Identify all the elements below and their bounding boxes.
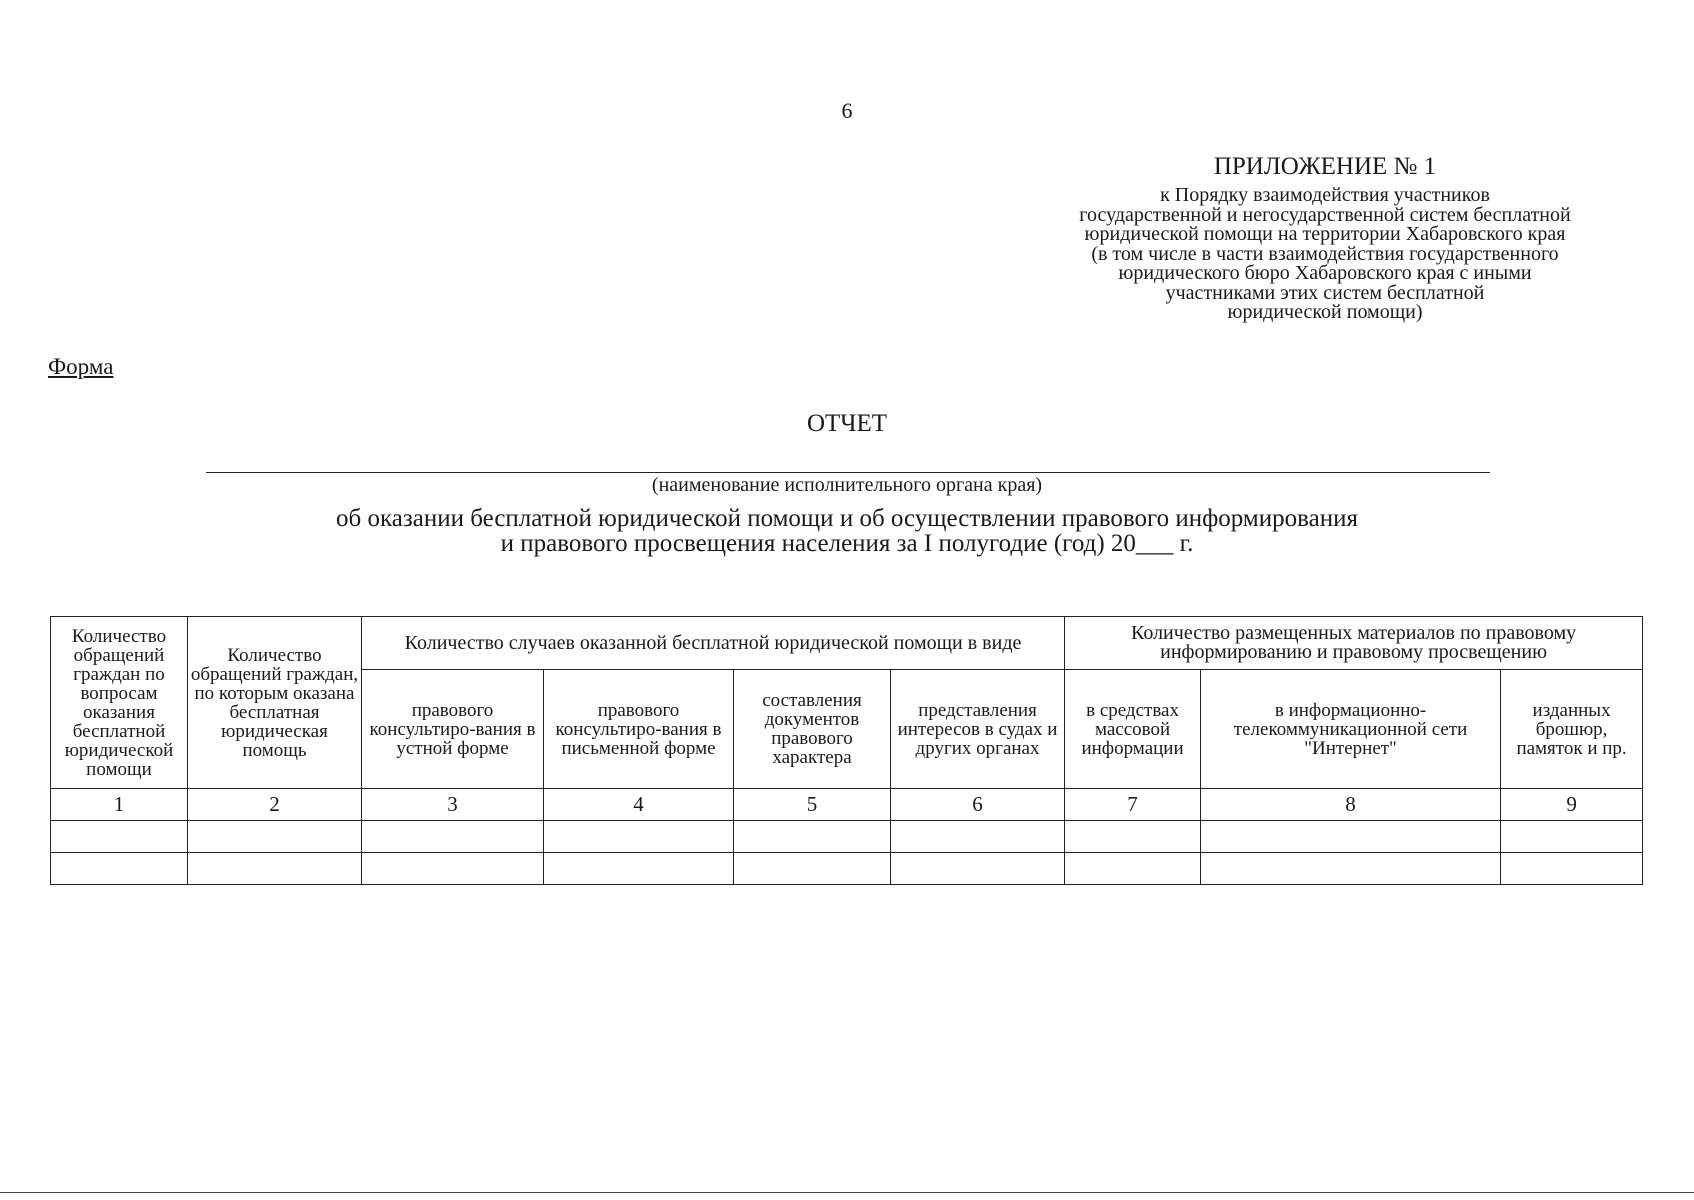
appendix-block <box>1000 152 1650 323</box>
report-table <box>50 616 1643 885</box>
report-subtitle <box>0 506 1694 556</box>
column-number: 1 <box>51 789 188 821</box>
appendix-line: государственной и негосударственной систем бесплатной <box>1079 203 1571 226</box>
page-bottom-rule <box>0 1192 1694 1193</box>
header-col-1: Количество обращений граждан по вопросам оказания бесплатной юридической помощи <box>51 617 188 789</box>
table-cell <box>734 853 891 885</box>
table-cell <box>1201 853 1501 885</box>
table-cell <box>362 853 544 885</box>
column-number: 8 <box>1201 789 1501 821</box>
header-col-4: правового консультиро-вания в письменной форме <box>544 670 734 789</box>
table-cell <box>544 853 734 885</box>
organ-name-line <box>206 472 1490 473</box>
column-number: 3 <box>362 789 544 821</box>
header-col-3: правового консультиро-вания в устной форме <box>362 670 544 789</box>
table-cell <box>891 821 1065 853</box>
header-col-8: в информационно-телекоммуникационной сети "Интернет" <box>1201 670 1501 789</box>
appendix-line: юридической помощи на территории Хабаровского края <box>1084 223 1566 245</box>
column-number: 5 <box>734 789 891 821</box>
appendix-line: (в том числе в части взаимодействия государственного <box>1091 242 1559 265</box>
appendix-line: к Порядку взаимодействия участников <box>1160 184 1490 206</box>
appendix-line: участниками этих систем бесплатной <box>1165 281 1485 304</box>
table-row <box>51 853 1643 885</box>
report-title: ОТЧЕТ <box>806 410 888 437</box>
column-number-row <box>51 789 1643 821</box>
form-label: Форма <box>48 354 114 379</box>
table-row <box>51 821 1643 853</box>
column-number: 9 <box>1501 789 1643 821</box>
header-col-6: представления интересов в судах и других органах <box>891 670 1065 789</box>
header-group-legal-aid: Количество случаев оказанной бесплатной юридической помощи в виде <box>362 617 1065 670</box>
table-cell <box>734 821 891 853</box>
table-cell <box>1501 853 1643 885</box>
header-col-2: Количество обращений граждан, по которым оказана бесплатная юридическая помощь <box>188 617 362 789</box>
table-cell <box>51 853 188 885</box>
table-cell <box>51 821 188 853</box>
table-cell <box>1501 821 1643 853</box>
table-cell <box>544 821 734 853</box>
column-number: 4 <box>544 789 734 821</box>
table-cell <box>891 853 1065 885</box>
page-number: 6 <box>841 98 853 123</box>
table-cell <box>362 821 544 853</box>
column-number: 2 <box>188 789 362 821</box>
appendix-line: юридического бюро Хабаровского края с иными <box>1118 262 1532 284</box>
table-cell <box>1065 821 1201 853</box>
appendix-line: юридической помощи) <box>1227 301 1423 323</box>
table-cell <box>1201 821 1501 853</box>
table-cell <box>188 853 362 885</box>
report-subtitle-line-2: и правового просвещения населения за I полугодие (год) 20___ г. <box>500 530 1194 557</box>
column-number: 6 <box>891 789 1065 821</box>
table-cell <box>1065 853 1201 885</box>
column-number: 7 <box>1065 789 1201 821</box>
report-subtitle-line-1: об оказании бесплатной юридической помощи и об осуществлении правового информирования <box>336 505 1358 532</box>
table-cell <box>188 821 362 853</box>
appendix-title: ПРИЛОЖЕНИЕ № 1 <box>1213 153 1437 180</box>
header-col-9: изданных брошюр, памяток и пр. <box>1501 670 1643 789</box>
header-col-5: составления документов правового характера <box>734 670 891 789</box>
header-group-materials: Количество размещенных материалов по правовому информированию и правовому просвещению <box>1065 617 1643 670</box>
header-col-7: в средствах массовой информации <box>1065 670 1201 789</box>
organ-name-caption: (наименование исполнительного органа края) <box>651 474 1043 496</box>
